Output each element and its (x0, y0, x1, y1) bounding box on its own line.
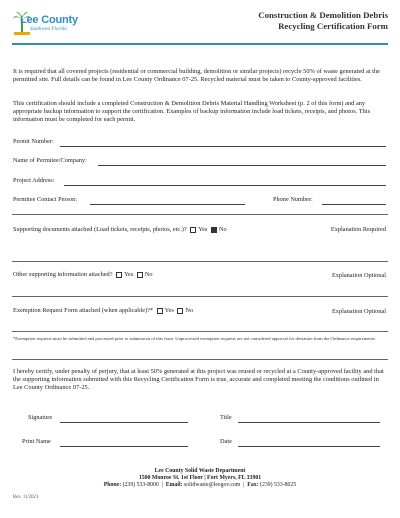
question-3-text: Exemption Request Form attached (when applicable)?* (13, 307, 154, 314)
intro-paragraph-2: This certification should include a completed Construction & Demolition Debris Material Handling Worksheet (p. 2 of this form) and any appropriate backup information to support the certification. Examples of backup information include load tickets, receipts, and photos. This information must be completed for each permit. (13, 100, 371, 123)
question-other-info (13, 271, 153, 278)
question-1-text: Supporting documents attached (Load tickets, receipts, photos, etc.)? (13, 226, 187, 233)
permit-number-label: Permit Number: (13, 138, 54, 145)
yes-label-2: Yes (124, 271, 134, 278)
signature-label: Signature (28, 414, 53, 421)
footer-contact: Phone: (239) 533-8000 | Email: solidwaste@leegov.com | Fax: (239) 533-8025 (103, 482, 297, 488)
section-divider-2 (12, 359, 388, 360)
footer (0, 468, 400, 489)
contact-person-label: Permitee Contact Person: (13, 196, 78, 203)
footer-dept: Lee County Solid Waste Department (154, 468, 246, 474)
title-field[interactable] (238, 422, 380, 423)
no-checkbox-3[interactable] (177, 308, 183, 314)
project-address-label: Project Address: (13, 177, 55, 184)
print-name-label: Print Name (22, 438, 51, 445)
contact-person-field[interactable] (90, 204, 245, 205)
footer-address: 1500 Monroe St. 1st Floor | Fort Myers, FL 33901 (138, 475, 262, 481)
no-checkbox-1[interactable] (211, 227, 217, 233)
question-2-text: Other supporting information attached? (13, 271, 113, 278)
yes-checkbox-2[interactable] (116, 272, 122, 278)
yes-checkbox-3[interactable] (157, 308, 163, 314)
no-label-2: No (144, 271, 153, 278)
explanation-line-3[interactable] (12, 331, 388, 332)
print-name-field[interactable] (60, 446, 188, 447)
yes-checkbox-1[interactable] (190, 227, 196, 233)
logo-text: Lee County (20, 14, 78, 26)
form-title-line2: Recycling Certification Form (278, 21, 388, 31)
phone-number-field[interactable] (322, 204, 386, 205)
question-exemption-request (13, 307, 193, 314)
logo-subtitle: Southwest Florida (30, 27, 67, 32)
permit-number-field[interactable] (60, 146, 386, 147)
explanation-line-1[interactable] (12, 261, 388, 262)
project-address-field[interactable] (64, 185, 386, 186)
no-label-3: No (185, 307, 194, 314)
intro-paragraph-1: It is required that all covered projects (residential or commercial building, demolition or similar projects) recycle 50% of waste generated at the permitted site. Full details can be found in Lee County Ordinance 07-25. Recycled material must be taken to County-approved facilities. (13, 68, 380, 83)
signature-field[interactable] (60, 422, 188, 423)
header-rule (12, 43, 388, 45)
question-supporting-documents (13, 226, 227, 233)
certification-statement: I hereby certify, under penalty of perjury, that at least 50% generated at this project was reused or recycled at a County-approved facility and that the supporting information submitted with this Recycling Certification Form is true, accurate and completed meeting the conditions outlined in Lee County Ordinance 07-25. (13, 368, 384, 391)
form-title-line1: Construction & Demolition Debris (258, 10, 388, 20)
explanation-optional-label-2: Explanation Optional (331, 308, 386, 315)
no-label-1: No (218, 226, 227, 233)
date-field[interactable] (238, 446, 380, 447)
no-checkbox-2[interactable] (137, 272, 143, 278)
section-divider (12, 214, 388, 215)
form-title (188, 10, 388, 32)
revision-date: Rev. 11/2021 (13, 495, 39, 500)
yes-label-1: Yes (198, 226, 208, 233)
exemption-footnote: *Exemption requests must be submitted and processed prior to submission of this form. Unprocessed exemption requests are not considered approval for deviation from the Ordinance requirements. (13, 336, 376, 341)
date-label: Date (220, 438, 232, 445)
footer-email-link[interactable]: solidwaste@leegov.com (184, 482, 241, 488)
explanation-required-label: Explanation Required (330, 226, 386, 233)
permitee-name-field[interactable] (98, 165, 386, 166)
explanation-line-2[interactable] (12, 296, 388, 297)
title-label: Title (220, 414, 232, 421)
yes-label-3: Yes (164, 307, 174, 314)
phone-number-label: Phone Number: (273, 196, 313, 203)
permitee-name-label: Name of Permitee/Company: (13, 157, 87, 164)
explanation-optional-label-1: Explanation Optional (331, 272, 386, 279)
